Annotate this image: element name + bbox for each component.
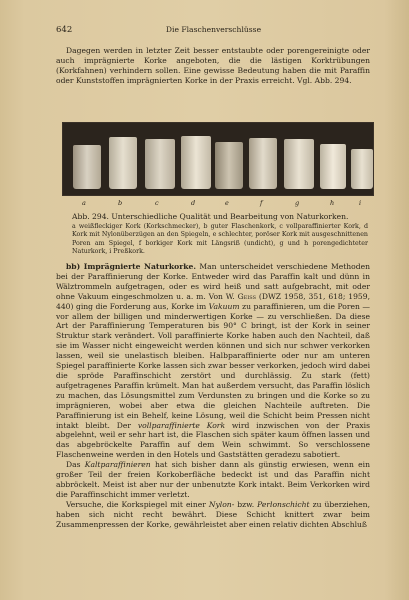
intro-text: Dagegen werden in letzter Zeit besser entstaubte oder porengereinigte oder auch imprägnierte Korke angeboten, die die lästigen Korktrübungen (Korkfahnen) verhindern sollen. Eine gewisse Bedeutung haben die mit Paraffin oder Kunststoffen imprägnierten Korke in der Praxis erreicht. Vgl. Abb. 294. <box>56 46 370 85</box>
term-vakuum: Vakuum <box>208 301 240 311</box>
cork-h <box>320 144 346 189</box>
cork-d <box>181 136 211 189</box>
caption-title: Abb. 294. Unterschiedliche Qualität und Bearbeitung von Naturkorken. <box>72 212 349 221</box>
para1-part-d: wird inzwischen von der Praxis abgelehnt, weil er sehr hart ist, die Flaschen sich später kaum öffnen lassen und das abgebröckelte Paraffin auf dem Wein schwimmt. So verschlossene Flaschenweine werden in den Hotels und Gaststätten geradezu sabotiert. <box>56 420 371 460</box>
cork-c <box>145 139 175 189</box>
term-perlon: Perlonschicht <box>257 499 310 509</box>
letter-i: i <box>359 199 362 207</box>
para1-part-b: (DWZ 1958, 351, 618; 1959, 440) ging die Forderung aus, Korke im <box>56 291 370 311</box>
cork-a <box>73 145 101 189</box>
figure-caption <box>72 212 368 257</box>
paragraph-3 <box>56 500 370 530</box>
running-title: Die Flaschenverschlüsse <box>165 25 262 34</box>
paragraph-1 <box>56 262 370 460</box>
section-body <box>56 262 370 529</box>
para3-part-c: zu überziehen, haben sich nicht recht bewährt. Diese Schicht knittert zwar beim Zusammenpressen der Korke, gewährleistet aber einen relativ dichten Abschluß <box>56 499 370 529</box>
para1-part-a: Man unterscheidet verschiedene Methoden bei der Paraffinierung der Korke. Entweder wird das Paraffin kalt und dünn in Wälztrommeln aufgetragen, oder es wird heiß und satt aufgebracht, mit oder ohne Vakuum eingeschmolzen u. a. m. Von <box>56 262 370 301</box>
letter-h: h <box>330 199 335 207</box>
para3-part-b: bzw. <box>234 499 258 509</box>
para1-part-c: zu paraffinieren, um die Poren — vor allem der billigen und minderwertigen Korke — zu verschließen. Da diese Art der Paraffinierung Temperaturen bis 90° C bringt, ist der Kork in seiner Struktur stark verändert. Voll paraffinierte Korke haben auch den Nachteil, daß sie im Wasser nicht eingeweicht werden können und sich nur schwer verkorken lassen, weil sie unelastisch bleiben. Halbparaffinierte oder nur am unteren Spiegel paraffinierte Korke lassen sich zwar besser verkorken, jedoch wird dabei die spröde Paraffinschicht zerstört und durchlässig. Zu stark (fett) aufgetragenes Paraffin krümelt. Man hat außerdem versucht, das Paraffin löslich zu machen, das Lösungsmittel zum Verdunsten zu bringen und die Korke so zu imprägnieren, wobei aber etwa die gleichen Nachteile auftreten. Die Paraffinierung ist ein Behelf, keine Lösung, weil die Schicht beim Pressen nicht intakt bleibt. Der <box>56 301 370 430</box>
section-heading: bb) Imprägnierte Naturkorke. <box>66 262 196 271</box>
letter-b: b <box>118 199 123 207</box>
page-number: 642 <box>56 25 73 35</box>
figure-letters <box>62 199 372 209</box>
term-kaltparaffinieren: Kaltparaffinieren <box>84 460 151 470</box>
letter-g: g <box>295 199 300 207</box>
para3-part-a: Versuche, die Korkspiegel mit einer <box>66 499 209 509</box>
caption-text: a weißfleckiger Kork (Korkschmecker), b guter Flaschenkork, c vollparaffinierter Kork, d Kork mit Nylonüberzügen an den Spiegeln, e schlechter, poröser Kork mit ausgeschnittenen Poren am Spiegel, f borkiger Kork mit Längsriß (undicht), g und h porengedichteter Naturkork, i Preßkork. <box>72 222 368 256</box>
intro-paragraph <box>56 46 370 86</box>
cork-g <box>284 139 314 189</box>
term-nylon: Nylon- <box>208 499 235 509</box>
cork-b <box>109 137 137 189</box>
letter-a: a <box>82 199 86 207</box>
letter-d: d <box>191 199 196 207</box>
paragraph-2 <box>56 460 370 500</box>
cork-f <box>249 138 277 189</box>
author-name: W. Geiss <box>225 291 257 301</box>
para2-part-a: Das <box>66 460 85 470</box>
term-vollparaffiniert: vollparaffinierte Kork <box>137 420 226 430</box>
para2-part-b: hat sich bisher dann als günstig erwiesen, wenn ein großer Teil der freien Korkoberfläche bedeckt ist und das Paraffin nicht abbröckelt. Meist ist aber nur der unbenutzte Kork intakt. Beim Verkorken wird die Paraffinschicht immer verletzt. <box>56 460 370 499</box>
page-header <box>56 25 371 37</box>
letter-c: c <box>155 199 159 207</box>
cork-i <box>351 149 373 189</box>
letter-e: e <box>225 199 229 207</box>
figure-photo <box>62 122 374 196</box>
letter-f: f <box>260 199 263 207</box>
cork-e <box>215 142 243 189</box>
